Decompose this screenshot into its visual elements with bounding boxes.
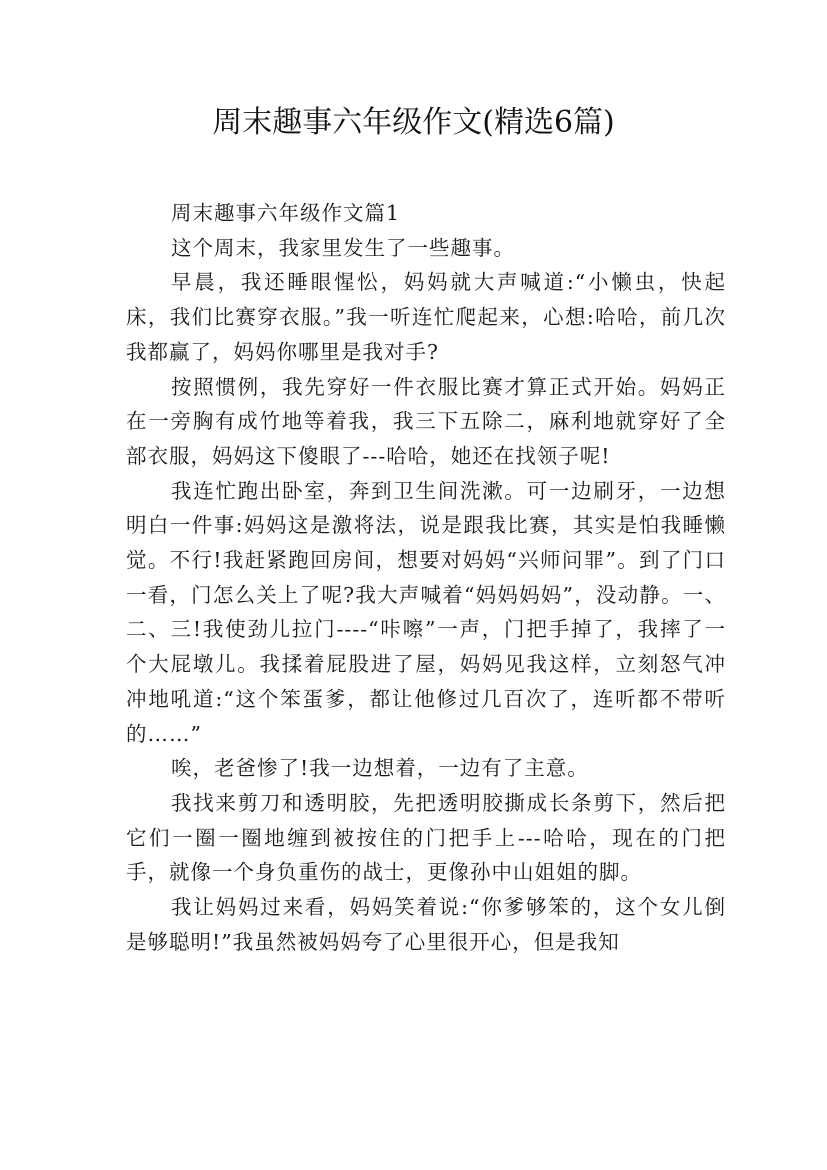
paragraph: 早晨，我还睡眼惺忪，妈妈就大声喊道:“小懒虫，快起床，我们比赛穿衣服。”我一听连忙爬起来，心想:哈哈，前几次我都赢了，妈妈你哪里是我对手?: [126, 270, 726, 364]
document-body: [126, 196, 726, 959]
paragraph: 唉，老爸惨了!我一边想着，一边有了主意。: [171, 756, 589, 781]
document-title: 周末趣事六年级作文(精选6篇): [212, 105, 615, 140]
paragraph: 我让妈妈过来看，妈妈笑着说:“你爹够笨的，这个女儿倒是够聪明!”我虽然被妈妈夸了心里很开心，但是我知: [126, 895, 726, 954]
paragraph: 我连忙跑出卧室，奔到卫生间洗漱。可一边刷牙，一边想明白一件事:妈妈这是激将法，说是跟我比赛，其实是怕我睡懒觉。不行!我赶紧跑回房间，想要对妈妈“兴师问罪”。到了门口一看，门怎么关上了呢?我大声喊着“妈妈妈妈”，没动静。一、二、三!我使劲儿拉门----“咔嚓”一声，门把手掉了，我摔了一个大屁墩儿。我揉着屁股进了屋，妈妈见我这样，立刻怒气冲冲地吼道:“这个笨蛋爹，都让他修过几百次了，连听都不带听的……”: [126, 478, 726, 746]
section-heading: 周末趣事六年级作文篇1: [171, 201, 401, 225]
paragraph: 我找来剪刀和透明胶，先把透明胶撕成长条剪下，然后把它们一圈一圈地缠到被按住的门把手上---哈哈，现在的门把手，就像一个身负重伤的战士，更像孙中山姐姐的脚。: [126, 790, 726, 885]
paragraph: 这个周末，我家里发生了一些趣事。: [171, 235, 515, 260]
paragraph: 按照惯例，我先穿好一件衣服比赛才算正式开始。妈妈正在一旁胸有成竹地等着我，我三下五除二，麻利地就穿好了全部衣服，妈妈这下傻眼了---哈哈，她还在找领子呢!: [126, 374, 726, 468]
